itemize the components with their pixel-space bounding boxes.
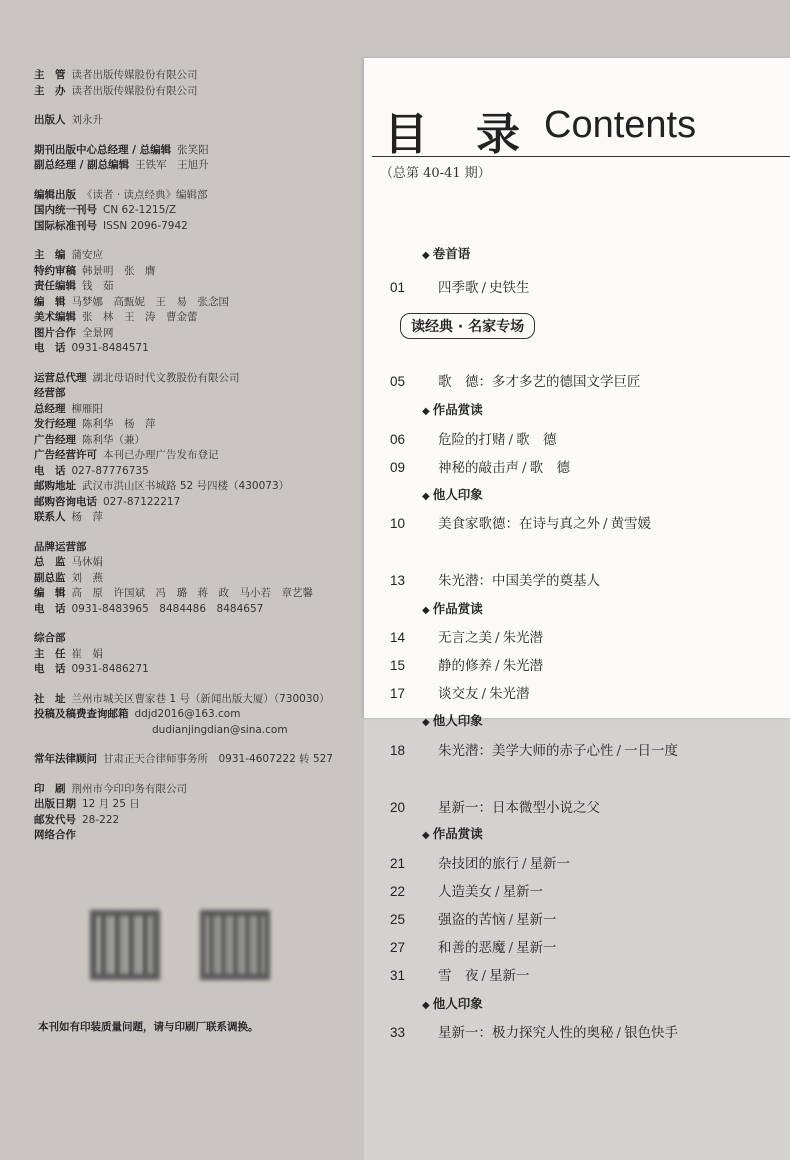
toc-separator: / [522, 856, 527, 872]
toc-page-number: 06 [390, 432, 406, 447]
toc-title: 美食家歌德：在诗与真之外 [438, 516, 600, 532]
masthead-row [34, 417, 364, 433]
toc-page-number: 20 [390, 800, 406, 815]
masthead-key: 电 话 [34, 663, 66, 675]
toc-page-number: 33 [390, 1025, 406, 1040]
masthead-row [34, 510, 364, 526]
toc-author: 星新一 [529, 856, 571, 872]
masthead-key: 主 任 [34, 647, 66, 660]
masthead-row [34, 631, 364, 647]
toc-title: 朱光潜：中国美学的奠基人 [438, 573, 600, 589]
masthead-row [34, 813, 364, 829]
masthead-key: 出版日期 [34, 798, 76, 810]
toc-section-heading: ◆ 他人印象 [422, 711, 483, 729]
toc-page-number: 22 [390, 884, 406, 899]
masthead-block [34, 248, 364, 357]
masthead-row [34, 203, 364, 219]
masthead-value: 兰州市城关区曹家巷 1 号（新闻出版大厦）（730030） [71, 692, 330, 705]
masthead-key: 主 编 [34, 249, 66, 261]
toc-title: 强盗的苦恼 [438, 912, 506, 928]
toc-author: 史铁生 [489, 280, 530, 296]
toc-separator: / [481, 280, 487, 296]
toc-title: 雪 夜 [438, 968, 479, 984]
masthead-key: 副总经理 / 副总编辑 [34, 159, 130, 171]
contents-title [384, 98, 790, 158]
toc-separator: / [603, 516, 608, 532]
toc-title: 星新一：极力探究人性的奥秘 [438, 1025, 614, 1041]
masthead-key: 常年法律顾问 [34, 753, 97, 765]
masthead-block [34, 188, 364, 235]
toc-author: 银色快手 [624, 1025, 679, 1041]
masthead-block [34, 113, 364, 129]
masthead-key: 邮发代号 [34, 813, 76, 826]
masthead-row [34, 707, 364, 723]
toc-title: 和善的恶魔 [438, 940, 506, 956]
toc-entry[interactable] [390, 852, 570, 872]
masthead-row [34, 219, 364, 235]
toc-separator: / [616, 1025, 622, 1041]
masthead-value: 崔 娟 [71, 647, 103, 660]
masthead-row [34, 310, 364, 326]
masthead-value: 0931-8486271 [71, 663, 149, 675]
qr-codes [90, 910, 270, 980]
masthead-block [34, 692, 364, 739]
masthead-value: 甘肃正天合律师事务所 0931-4607222 转 527 [103, 753, 333, 765]
masthead-value: 读者出版传媒股份有限公司 [71, 84, 198, 97]
masthead-key: 主 管 [34, 69, 66, 81]
qr-code [90, 910, 160, 980]
masthead-key: 运营总代理 [34, 371, 87, 384]
masthead-block [34, 631, 364, 678]
masthead-row [34, 828, 364, 844]
masthead-value: 蒲安应 [71, 249, 103, 261]
toc-author: 朱光潜 [502, 630, 544, 646]
toc-entry[interactable] [390, 512, 651, 532]
toc-entry[interactable] [390, 936, 557, 956]
masthead-value: 读者出版传媒股份有限公司 [71, 69, 198, 81]
toc-title: 歌 德：多才多艺的德国文学巨匠 [438, 374, 641, 390]
toc-separator: / [508, 432, 514, 448]
masthead-key: 联系人 [34, 511, 66, 523]
contents-panel [364, 58, 790, 1041]
masthead-value: 钱 茹 [82, 280, 114, 292]
masthead-row [34, 797, 364, 813]
toc-page-number: 21 [390, 856, 406, 871]
masthead [34, 68, 364, 858]
masthead-row [34, 571, 364, 587]
toc-entry[interactable] [390, 654, 543, 674]
masthead-block [34, 752, 364, 768]
masthead-value: 陈利华 杨 萍 [82, 418, 156, 430]
issue-number: （总第 40-41 期） [380, 166, 491, 181]
section-banner: 读经典 · 名家专场 [400, 313, 535, 339]
masthead-row [34, 602, 364, 618]
toc-author: 星新一 [502, 884, 544, 900]
toc-page-number: 14 [390, 630, 406, 645]
masthead-key: 电 话 [34, 602, 66, 615]
masthead-value: 柳雁阳 [71, 402, 103, 415]
toc-entry[interactable] [390, 880, 543, 900]
masthead-row [34, 464, 364, 480]
masthead-block [34, 371, 364, 526]
masthead-value: 0931-8483965 8484486 8484657 [71, 602, 264, 615]
masthead-value: 027-87122217 [103, 495, 181, 508]
masthead-row [34, 158, 364, 174]
masthead-key: 国际标准刊号 [34, 219, 97, 232]
masthead-value: 刘 燕 [71, 571, 103, 584]
masthead-key: 社 址 [34, 692, 66, 705]
masthead-row [34, 248, 364, 264]
toc-author: 歌 德 [529, 460, 571, 476]
masthead-row [34, 782, 364, 798]
masthead-key: 主 办 [34, 84, 66, 97]
masthead-value: dudianjingdian@sina.com [152, 723, 288, 736]
toc-separator: / [522, 460, 527, 476]
toc-page-number: 18 [390, 743, 406, 758]
masthead-key: 特约审稿 [34, 264, 76, 277]
masthead-value: 马梦娜 高甄妮 王 易 张念国 [71, 295, 229, 308]
masthead-row [34, 143, 364, 159]
masthead-row [34, 326, 364, 342]
toc-entry[interactable] [390, 1021, 678, 1041]
title-divider [372, 156, 790, 157]
masthead-value: 《读者 · 读点经典》编辑部 [82, 188, 208, 201]
masthead-row [34, 752, 364, 768]
toc-entry[interactable] [390, 964, 530, 984]
masthead-row [34, 279, 364, 295]
masthead-key: 副总监 [34, 571, 66, 584]
toc-author: 朱光潜 [502, 658, 544, 674]
toc-title: 谈交友 [438, 686, 479, 702]
title-chinese: 目 录 [384, 109, 522, 160]
toc-page-number: 31 [390, 968, 406, 983]
masthead-value: 高 原 许国斌 冯 璐 蒋 政 马小若 章艺馨 [71, 587, 313, 599]
toc-title: 杂技团的旅行 [438, 856, 519, 872]
toc-section-heading: ◆ 他人印象 [422, 485, 483, 503]
toc-title: 四季歌 [438, 280, 479, 296]
masthead-row [34, 386, 364, 402]
toc-entry[interactable] [390, 569, 600, 589]
toc-section-heading: ◆ 卷首语 [422, 244, 470, 262]
masthead-key: 电 话 [34, 464, 66, 477]
masthead-value: 张 林 王 涛 曹金蕾 [82, 311, 198, 323]
masthead-value: 荆州市今印印务有限公司 [71, 782, 187, 795]
masthead-row [34, 295, 364, 311]
toc-author: 一日一度 [624, 743, 679, 759]
toc-entry[interactable] [390, 276, 530, 296]
masthead-key: 图片合作 [34, 326, 76, 339]
print-quality-notice: 本刊如有印装质量问题，请与印刷厂联系调换。 [38, 1021, 259, 1033]
toc-separator: / [495, 630, 500, 646]
masthead-key: 编 辑 [34, 587, 66, 599]
masthead-row [34, 723, 364, 739]
toc-entry[interactable] [390, 796, 600, 816]
toc-entry[interactable] [390, 739, 678, 759]
masthead-value: 12 月 25 日 [82, 798, 140, 810]
masthead-value: 韩景明 张 膺 [82, 264, 156, 277]
toc-separator: / [495, 884, 500, 900]
masthead-key: 责任编辑 [34, 280, 76, 292]
masthead-key: 品牌运营部 [34, 540, 87, 553]
toc-separator: / [616, 743, 622, 759]
masthead-value: ddjd2016@163.com [134, 708, 241, 720]
masthead-block [34, 143, 364, 174]
masthead-row [34, 264, 364, 280]
toc-entry[interactable] [390, 428, 557, 448]
masthead-key: 邮购地址 [34, 480, 76, 492]
toc-entry[interactable] [390, 370, 641, 390]
toc-author: 星新一 [516, 940, 557, 956]
toc-title: 星新一：日本微型小说之父 [438, 800, 600, 816]
toc-section-heading: ◆ 作品赏读 [422, 824, 483, 842]
toc-title: 朱光潜：美学大师的赤子心性 [438, 743, 614, 759]
masthead-block [34, 782, 364, 844]
masthead-row [34, 662, 364, 678]
masthead-key: 邮购咨询电话 [34, 495, 97, 508]
toc-author: 朱光潜 [489, 686, 530, 702]
masthead-row [34, 341, 364, 357]
toc-page-number: 27 [390, 940, 406, 955]
masthead-value: 武汉市洪山区书城路 52 号四楼（430073） [82, 480, 290, 492]
masthead-row [34, 84, 364, 100]
masthead-key: 投稿及稿费查询邮箱 [34, 708, 129, 720]
toc-entry[interactable] [390, 626, 543, 646]
masthead-value: 0931-8484571 [71, 342, 149, 354]
masthead-key: 经营部 [34, 387, 66, 399]
toc-page-number: 05 [390, 374, 406, 389]
masthead-key: 总经理 [34, 402, 66, 415]
toc-author: 黄雪媛 [610, 516, 652, 532]
masthead-value: ISSN 2096-7942 [103, 219, 188, 232]
masthead-row [34, 188, 364, 204]
masthead-value: 马休娟 [71, 556, 103, 568]
toc-separator: / [481, 686, 487, 702]
masthead-key: 编 辑 [34, 295, 66, 308]
masthead-value: 王铁军 王旭升 [135, 159, 209, 171]
masthead-key: 综合部 [34, 632, 66, 644]
masthead-row [34, 371, 364, 387]
masthead-value: 027-87776735 [71, 464, 149, 477]
toc-section-heading: ◆ 作品赏读 [422, 400, 483, 418]
masthead-row [34, 113, 364, 129]
toc-page-number: 15 [390, 658, 406, 673]
toc-page-number: 09 [390, 460, 406, 475]
toc-author: 星新一 [516, 912, 557, 928]
toc-title: 危险的打赌 [438, 432, 506, 448]
toc-title: 神秘的敲击声 [438, 460, 519, 476]
masthead-key: 编辑出版 [34, 188, 76, 201]
masthead-row [34, 555, 364, 571]
masthead-value: 陈利华（兼） [82, 433, 145, 446]
masthead-row [34, 692, 364, 708]
masthead-value: 全景网 [82, 326, 114, 339]
toc-separator: / [495, 658, 500, 674]
masthead-row [34, 433, 364, 449]
qr-code [200, 910, 270, 980]
toc-page-number: 17 [390, 686, 406, 701]
masthead-key: 广告经营许可 [34, 449, 97, 461]
toc-section-heading: ◆ 作品赏读 [422, 599, 483, 617]
masthead-key: 网络合作 [34, 829, 76, 841]
masthead-block [34, 68, 364, 99]
toc-entry[interactable] [390, 456, 570, 476]
masthead-key: 期刊出版中心总经理 / 总编辑 [34, 143, 172, 156]
masthead-value: 湖北母语时代文教股份有限公司 [92, 371, 240, 384]
masthead-key: 美术编辑 [34, 311, 76, 323]
masthead-value: 28-222 [82, 813, 120, 826]
masthead-row [34, 586, 364, 602]
masthead-key: 国内统一刊号 [34, 204, 97, 216]
masthead-value: 本刊已办理广告发布登记 [103, 449, 219, 461]
toc-entry[interactable] [390, 682, 530, 702]
masthead-key: 广告经理 [34, 433, 76, 446]
toc-page-number: 01 [390, 280, 406, 295]
toc-title: 人造美女 [438, 884, 492, 900]
masthead-block [34, 540, 364, 618]
masthead-row [34, 540, 364, 556]
toc-page-number: 25 [390, 912, 406, 927]
toc-section-heading: ◆ 他人印象 [422, 994, 483, 1012]
masthead-key: 发行经理 [34, 418, 76, 430]
toc-separator: / [508, 940, 514, 956]
masthead-value: 张笑阳 [177, 143, 209, 156]
toc-entry[interactable] [390, 908, 557, 928]
masthead-value: 刘永升 [71, 114, 103, 126]
toc-author: 歌 德 [516, 432, 557, 448]
title-english: Contents [544, 104, 697, 146]
masthead-value: CN 62-1215/Z [103, 204, 177, 216]
toc-page-number: 10 [390, 516, 406, 531]
toc-page-number: 13 [390, 573, 406, 588]
masthead-value: 杨 萍 [71, 511, 103, 523]
toc-author: 星新一 [489, 968, 530, 984]
masthead-key: 印 刷 [34, 782, 66, 795]
toc-title: 静的修养 [438, 658, 492, 674]
masthead-row [34, 495, 364, 511]
masthead-key: 总 监 [34, 556, 66, 568]
masthead-row [34, 68, 364, 84]
masthead-row [34, 647, 364, 663]
masthead-key: 出版人 [34, 114, 66, 126]
masthead-row [34, 448, 364, 464]
toc-separator: / [481, 968, 487, 984]
masthead-row [34, 479, 364, 495]
masthead-row [34, 402, 364, 418]
masthead-key: 电 话 [34, 342, 66, 354]
toc-separator: / [508, 912, 514, 928]
toc-title: 无言之美 [438, 630, 492, 646]
